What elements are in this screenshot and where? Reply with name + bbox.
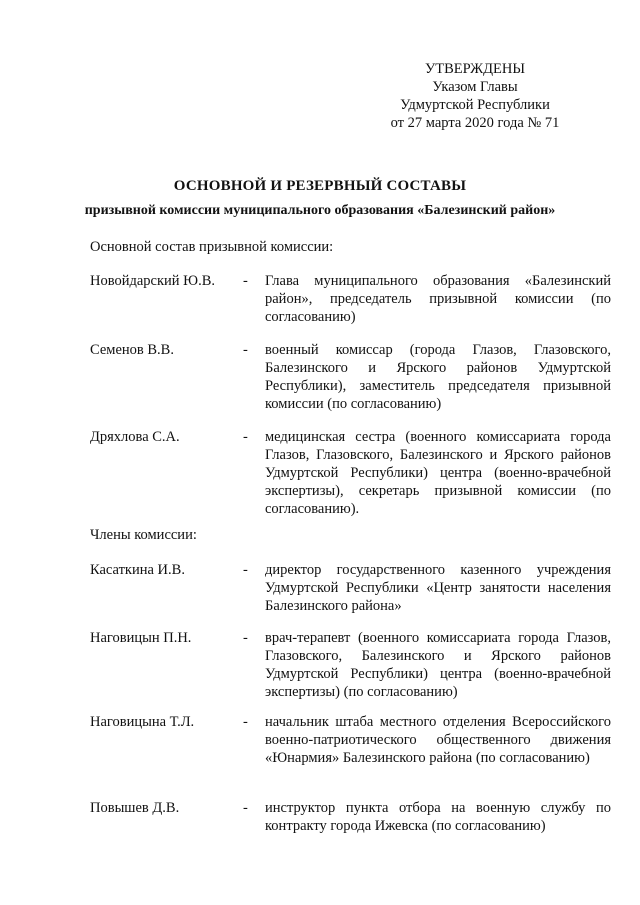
- member-dash: -: [243, 562, 248, 578]
- member-name: Наговицын П.Н.: [90, 630, 192, 646]
- approval-date: от 27 марта 2020 года № 71: [390, 115, 560, 131]
- member-role: Глава муниципального образования «Балезинский район», председатель призывной комиссии (по согласованию): [265, 273, 611, 325]
- member-dash: -: [243, 714, 248, 730]
- member-dash: -: [243, 429, 248, 445]
- member-name: Касаткина И.В.: [90, 562, 185, 578]
- member-role: директор государственного казенного учреждения Удмуртской Республики «Центр занятости населения Балезинского района»: [265, 562, 611, 614]
- approval-republic: Удмуртской Республики: [400, 97, 550, 113]
- document-subtitle: призывной комиссии муниципального образования «Балезинский район»: [84, 203, 556, 218]
- member-name: Дряхлова С.А.: [90, 429, 180, 445]
- member-role: начальник штаба местного отделения Всероссийского военно-патриотического общественного движения «Юнармия» Балезинского района (по согласованию): [265, 714, 611, 766]
- member-role: военный комиссар (города Глазов, Глазовского, Балезинского и Ярского районов Удмуртской Республики), заместитель председателя призывной комиссии (по согласованию): [265, 342, 611, 412]
- member-name: Наговицына Т.Л.: [90, 714, 195, 730]
- approval-decree: Указом Главы: [432, 79, 518, 95]
- member-dash: -: [243, 342, 248, 358]
- main-section-label: Основной состав призывной комиссии:: [90, 239, 334, 255]
- member-role: врач-терапевт (военного комиссариата города Глазов, Глазовского, Балезинского и Ярского районов Удмуртской Республики) центра (военно-врачебной экспертизы) (по согласованию): [265, 630, 611, 700]
- approval-stamp: [350, 60, 600, 132]
- members-section-label: Члены комиссии:: [90, 527, 197, 543]
- member-role: медицинская сестра (военного комиссариата города Глазов, Глазовского, Балезинского и Ярского районов Удмуртской Республики) центра (военно-врачебной экспертизы), секретарь призывной комиссии (по согласованию).: [265, 429, 611, 517]
- approval-heading: УТВЕРЖДЕНЫ: [424, 61, 526, 77]
- member-name: Повышев Д.В.: [90, 800, 180, 816]
- member-name: Семенов В.В.: [90, 342, 174, 358]
- member-dash: -: [243, 273, 248, 289]
- member-dash: -: [243, 630, 248, 646]
- member-role: инструктор пункта отбора на военную службу по контракту города Ижевска (по согласованию): [265, 800, 611, 834]
- document-title: ОСНОВНОЙ И РЕЗЕРВНЫЙ СОСТАВЫ: [173, 178, 467, 194]
- member-dash: -: [243, 800, 248, 816]
- member-name: Новойдарский Ю.В.: [90, 273, 215, 289]
